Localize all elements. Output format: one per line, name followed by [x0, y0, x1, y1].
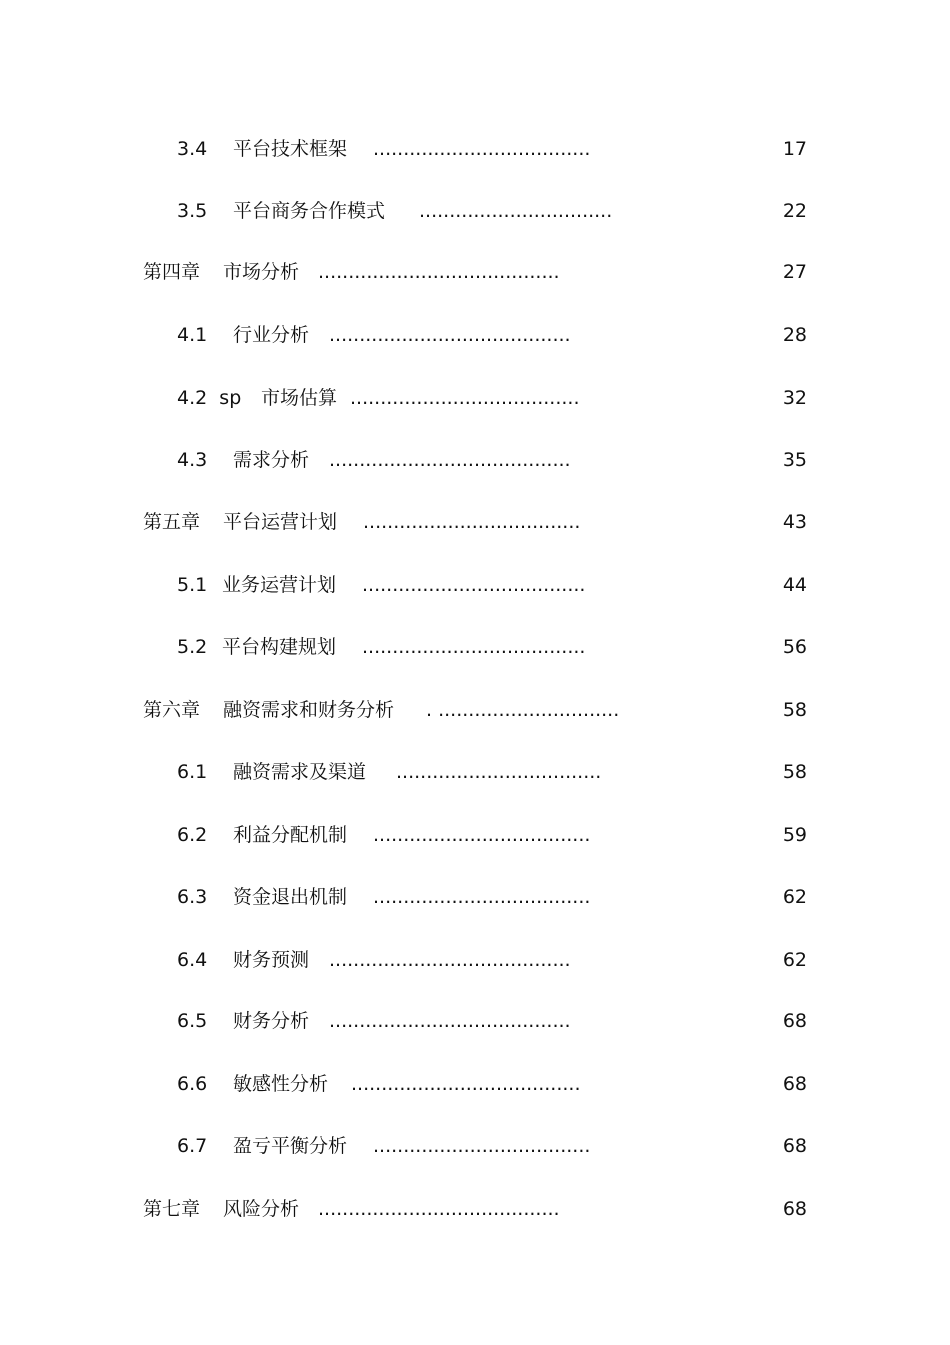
- toc-entry-title: 市场估算: [261, 387, 338, 409]
- toc-entry-leader: ......................................: [350, 387, 580, 409]
- toc-entry-title: 盈亏平衡分析: [233, 1135, 348, 1157]
- toc-entry-leader: .....................................: [362, 574, 586, 596]
- toc-entry-leader: ........................................: [329, 949, 571, 971]
- toc-entry-page: 32: [782, 387, 807, 409]
- toc-entry-title: 行业分析: [233, 324, 310, 346]
- toc-entry-leader: ........................................: [318, 1198, 560, 1220]
- toc-entry-title: 资金退出机制: [233, 886, 348, 908]
- toc-entry-title: 平台运营计划: [223, 511, 338, 533]
- toc-entry-title: 融资需求及渠道: [233, 761, 367, 783]
- toc-entry-number: 4.3: [177, 449, 208, 471]
- toc-entry-number: 4.2 sp: [177, 387, 242, 409]
- toc-entry-page: 58: [782, 761, 807, 783]
- toc-entry[interactable]: [0, 383, 950, 413]
- toc-entry-leader: ....................................: [373, 1135, 591, 1157]
- toc-entry-number: 6.7: [177, 1135, 208, 1157]
- toc-entry[interactable]: [0, 257, 950, 287]
- toc-entry-title: 业务运营计划: [222, 574, 337, 596]
- toc-entry-leader: ........................................: [329, 449, 571, 471]
- toc-entry-page: 68: [782, 1010, 807, 1032]
- toc-entry-page: 17: [782, 138, 807, 160]
- toc-entry-leader: ........................................: [329, 1010, 571, 1032]
- toc-entry[interactable]: [0, 945, 950, 975]
- toc-entry-number: 6.5: [177, 1010, 208, 1032]
- toc-entry[interactable]: [0, 1006, 950, 1036]
- toc-entry-page: 59: [782, 824, 807, 846]
- toc-entry-leader: ........................................: [329, 324, 571, 346]
- toc-entry[interactable]: [0, 1069, 950, 1099]
- toc-entry-title: 融资需求和财务分析: [223, 699, 395, 721]
- toc-entry-number: 第七章: [143, 1198, 201, 1220]
- toc-entry-leader: ........................................: [318, 261, 560, 283]
- toc-entry[interactable]: [0, 320, 950, 350]
- toc-entry-number: 6.1: [177, 761, 208, 783]
- toc-entry-number: 3.4: [177, 138, 208, 160]
- toc-entry-leader: ......................................: [351, 1073, 581, 1095]
- toc-entry-leader: ................................: [419, 200, 613, 222]
- toc-entry-number: 6.4: [177, 949, 208, 971]
- toc-entry-title: 利益分配机制: [233, 824, 348, 846]
- toc-entry-title: 需求分析: [233, 449, 310, 471]
- toc-entry-page: 22: [782, 200, 807, 222]
- toc-entry-page: 62: [782, 886, 807, 908]
- toc-entry-page: 68: [782, 1073, 807, 1095]
- toc-entry[interactable]: [0, 1131, 950, 1161]
- toc-entry-title: 平台构建规划: [222, 636, 337, 658]
- toc-entry-number: 第六章: [143, 699, 201, 721]
- toc-entry-page: 35: [782, 449, 807, 471]
- toc-entry[interactable]: [0, 820, 950, 850]
- toc-entry-title: 平台商务合作模式: [233, 200, 386, 222]
- toc-entry[interactable]: [0, 196, 950, 226]
- toc-entry[interactable]: [0, 507, 950, 537]
- toc-entry-leader: ....................................: [373, 824, 591, 846]
- toc-entry-leader: ....................................: [373, 886, 591, 908]
- toc-entry[interactable]: [0, 1194, 950, 1224]
- toc-entry-title: 风险分析: [223, 1198, 300, 1220]
- toc-entry[interactable]: [0, 695, 950, 725]
- toc-entry-title: 财务预测: [233, 949, 310, 971]
- toc-entry-page: 68: [782, 1198, 807, 1220]
- toc-entry-page: 27: [782, 261, 807, 283]
- toc-entry-page: 58: [782, 699, 807, 721]
- toc-entry-number: 3.5: [177, 200, 208, 222]
- toc-entry-number: 6.2: [177, 824, 208, 846]
- toc-entry[interactable]: [0, 570, 950, 600]
- toc-entry-number: 6.6: [177, 1073, 208, 1095]
- toc-entry-page: 44: [782, 574, 807, 596]
- toc-entry[interactable]: [0, 632, 950, 662]
- toc-entry-leader: ....................................: [373, 138, 591, 160]
- toc-entry-title: 平台技术框架: [233, 138, 348, 160]
- toc-entry-leader: ....................................: [363, 511, 581, 533]
- toc-entry-page: 68: [782, 1135, 807, 1157]
- toc-entry-page: 56: [782, 636, 807, 658]
- toc-entry-page: 28: [782, 324, 807, 346]
- toc-entry-page: 43: [782, 511, 807, 533]
- toc-entry-leader: ..................................: [396, 761, 602, 783]
- toc-entry-title: 财务分析: [233, 1010, 310, 1032]
- toc-entry-number: 第五章: [143, 511, 201, 533]
- toc-entry-title: 敏感性分析: [233, 1073, 329, 1095]
- toc-entry-leader: . ..............................: [426, 699, 620, 721]
- toc-entry-page: 62: [782, 949, 807, 971]
- toc-entry[interactable]: [0, 445, 950, 475]
- toc-entry-number: 5.2: [177, 636, 208, 658]
- toc-entry[interactable]: [0, 757, 950, 787]
- toc-entry-number: 5.1: [177, 574, 208, 596]
- toc-entry[interactable]: [0, 134, 950, 164]
- toc-entry-number: 第四章: [143, 261, 201, 283]
- toc-entry-number: 4.1: [177, 324, 208, 346]
- toc-entry-title: 市场分析: [223, 261, 300, 283]
- toc-entry-leader: .....................................: [362, 636, 586, 658]
- toc-entry-number: 6.3: [177, 886, 208, 908]
- toc-entry[interactable]: [0, 882, 950, 912]
